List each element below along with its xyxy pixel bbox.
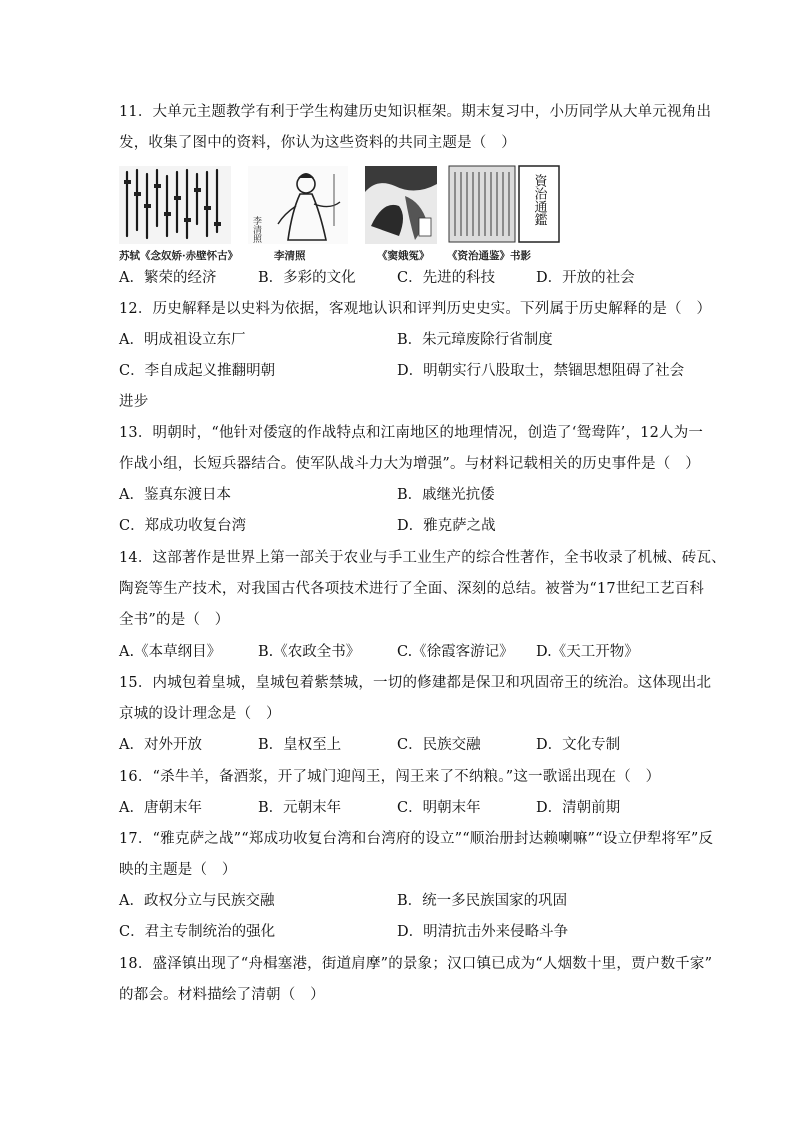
q14-option-a[interactable]: A.《本草纲目》 xyxy=(119,644,222,660)
li-qingzhao-portrait-image xyxy=(248,166,348,244)
q16-option-b[interactable]: B．元朝末年 xyxy=(258,800,342,816)
q13-option-c[interactable]: C．郑成功收复台湾 xyxy=(119,518,247,534)
caption-zizhi: 《资治通鉴》书影 xyxy=(447,250,531,262)
q17-option-d[interactable]: D．明清抗击外来侵略斗争 xyxy=(397,924,569,940)
q11-line-1: 11．大单元主题教学有利于学生构建历史知识框架。期末复习中，小历同学从大单元视角出 xyxy=(119,104,712,120)
q14-option-c[interactable]: C.《徐霞客游记》 xyxy=(397,644,514,660)
q18-line-1: 18．盛泽镇出现了“舟楫塞港，街道肩摩”的景象；汉口镇已成为“人烟数十里，贾户数千家” xyxy=(119,956,713,972)
q18-line-2: 的都会。材料描绘了清朝（ ） xyxy=(119,987,325,1003)
q13-line-1: 13．明朝时，“他针对倭寇的作战特点和江南地区的地理情况，创造了‘鸳鸯阵’，12人为一 xyxy=(119,425,704,441)
q17-option-b[interactable]: B．统一多民族国家的巩固 xyxy=(397,893,568,909)
q15-option-b[interactable]: B．皇权至上 xyxy=(258,737,342,753)
q15-option-a[interactable]: A．对外开放 xyxy=(119,737,202,753)
q13-option-d[interactable]: D．雅克萨之战 xyxy=(397,518,496,534)
q17-option-c[interactable]: C．君主专制统治的强化 xyxy=(119,924,276,940)
q14-option-b[interactable]: B.《农政全书》 xyxy=(258,644,361,660)
q11-option-b[interactable]: B．多彩的文化 xyxy=(258,270,356,286)
q17-line-1: 17．“雅克萨之战”“郑成功收复台湾和台湾府的设立”“顺治册封达赖喇嘛”“设立伊犁将军”反 xyxy=(119,831,714,847)
q12-option-c[interactable]: C．李自成起义推翻明朝 xyxy=(119,363,276,379)
q15-line-2: 京城的设计理念是（ ） xyxy=(119,706,281,722)
q14-line-1: 14．这部著作是世界上第一部关于农业与手工业生产的综合性著作，全书收录了机械、砖瓦、 xyxy=(119,550,726,566)
q14-option-d[interactable]: D.《天工开物》 xyxy=(536,644,639,660)
q16-option-a[interactable]: A．唐朝末年 xyxy=(119,800,202,816)
caption-dou-e: 《窦娥冤》 xyxy=(377,250,430,262)
q13-line-2: 作战小组，长短兵器结合。使军队战斗力大为增强”。与材料记载相关的历史事件是（ ） xyxy=(119,456,700,472)
q16-option-c[interactable]: C．明朝末年 xyxy=(397,800,481,816)
caption-li-qingzhao: 李清照 xyxy=(274,250,306,262)
q14-line-2: 陶瓷等生产技术，对我国古代各项技术进行了全面、深刻的总结。被誉为“17世纪工艺百科 xyxy=(119,581,705,597)
q13-option-a[interactable]: A．鉴真东渡日本 xyxy=(119,487,231,503)
q15-option-d[interactable]: D．文化专制 xyxy=(536,737,621,753)
q11-option-c[interactable]: C．先进的科技 xyxy=(397,270,496,286)
q12-option-a[interactable]: A．明成祖设立东厂 xyxy=(119,332,246,348)
q15-line-1: 15．内城包着皇城，皇城包着紫禁城，一切的修建都是保卫和巩固帝王的统治。这体现出北 xyxy=(119,675,712,691)
caption-su-shi: 苏轼《念奴娇·赤壁怀古》 xyxy=(119,250,239,262)
q16-line-1: 16．“杀牛羊，备酒浆，开了城门迎闯王，闯王来了不纳粮。”这一歌谣出现在（ ） xyxy=(119,769,661,785)
q12-line-1: 12．历史解释是以史料为依据，客观地认识和评判历史史实。下列属于历史解释的是（ ） xyxy=(119,301,712,317)
q11-option-d[interactable]: D．开放的社会 xyxy=(536,270,635,286)
q14-line-3: 全书”的是（ ） xyxy=(119,612,230,628)
q11-option-a[interactable]: A．繁荣的经济 xyxy=(119,270,217,286)
su-shi-calligraphy-image xyxy=(119,166,231,244)
q15-option-c[interactable]: C．民族交融 xyxy=(397,737,481,753)
dou-e-scene-image xyxy=(365,166,437,244)
q11-line-2: 发，收集了图中的资料，你认为这些资料的共同主题是（ ） xyxy=(119,135,516,151)
zizhi-title-text: 資治通鑑 xyxy=(531,174,547,226)
q12-option-d-continuation: 进步 xyxy=(119,394,149,410)
li-sig-text: 李清照 xyxy=(251,216,261,243)
q13-option-b[interactable]: B．戚继光抗倭 xyxy=(397,487,495,503)
q12-option-d[interactable]: D．明朝实行八股取士，禁锢思想阻碍了社会 xyxy=(397,363,685,379)
q16-option-d[interactable]: D．清朝前期 xyxy=(536,800,621,816)
zizhi-tongjian-image xyxy=(447,164,561,244)
q12-option-b[interactable]: B．朱元璋废除行省制度 xyxy=(397,332,553,348)
q17-option-a[interactable]: A．政权分立与民族交融 xyxy=(119,893,275,909)
q17-line-2: 映的主题是（ ） xyxy=(119,862,237,878)
